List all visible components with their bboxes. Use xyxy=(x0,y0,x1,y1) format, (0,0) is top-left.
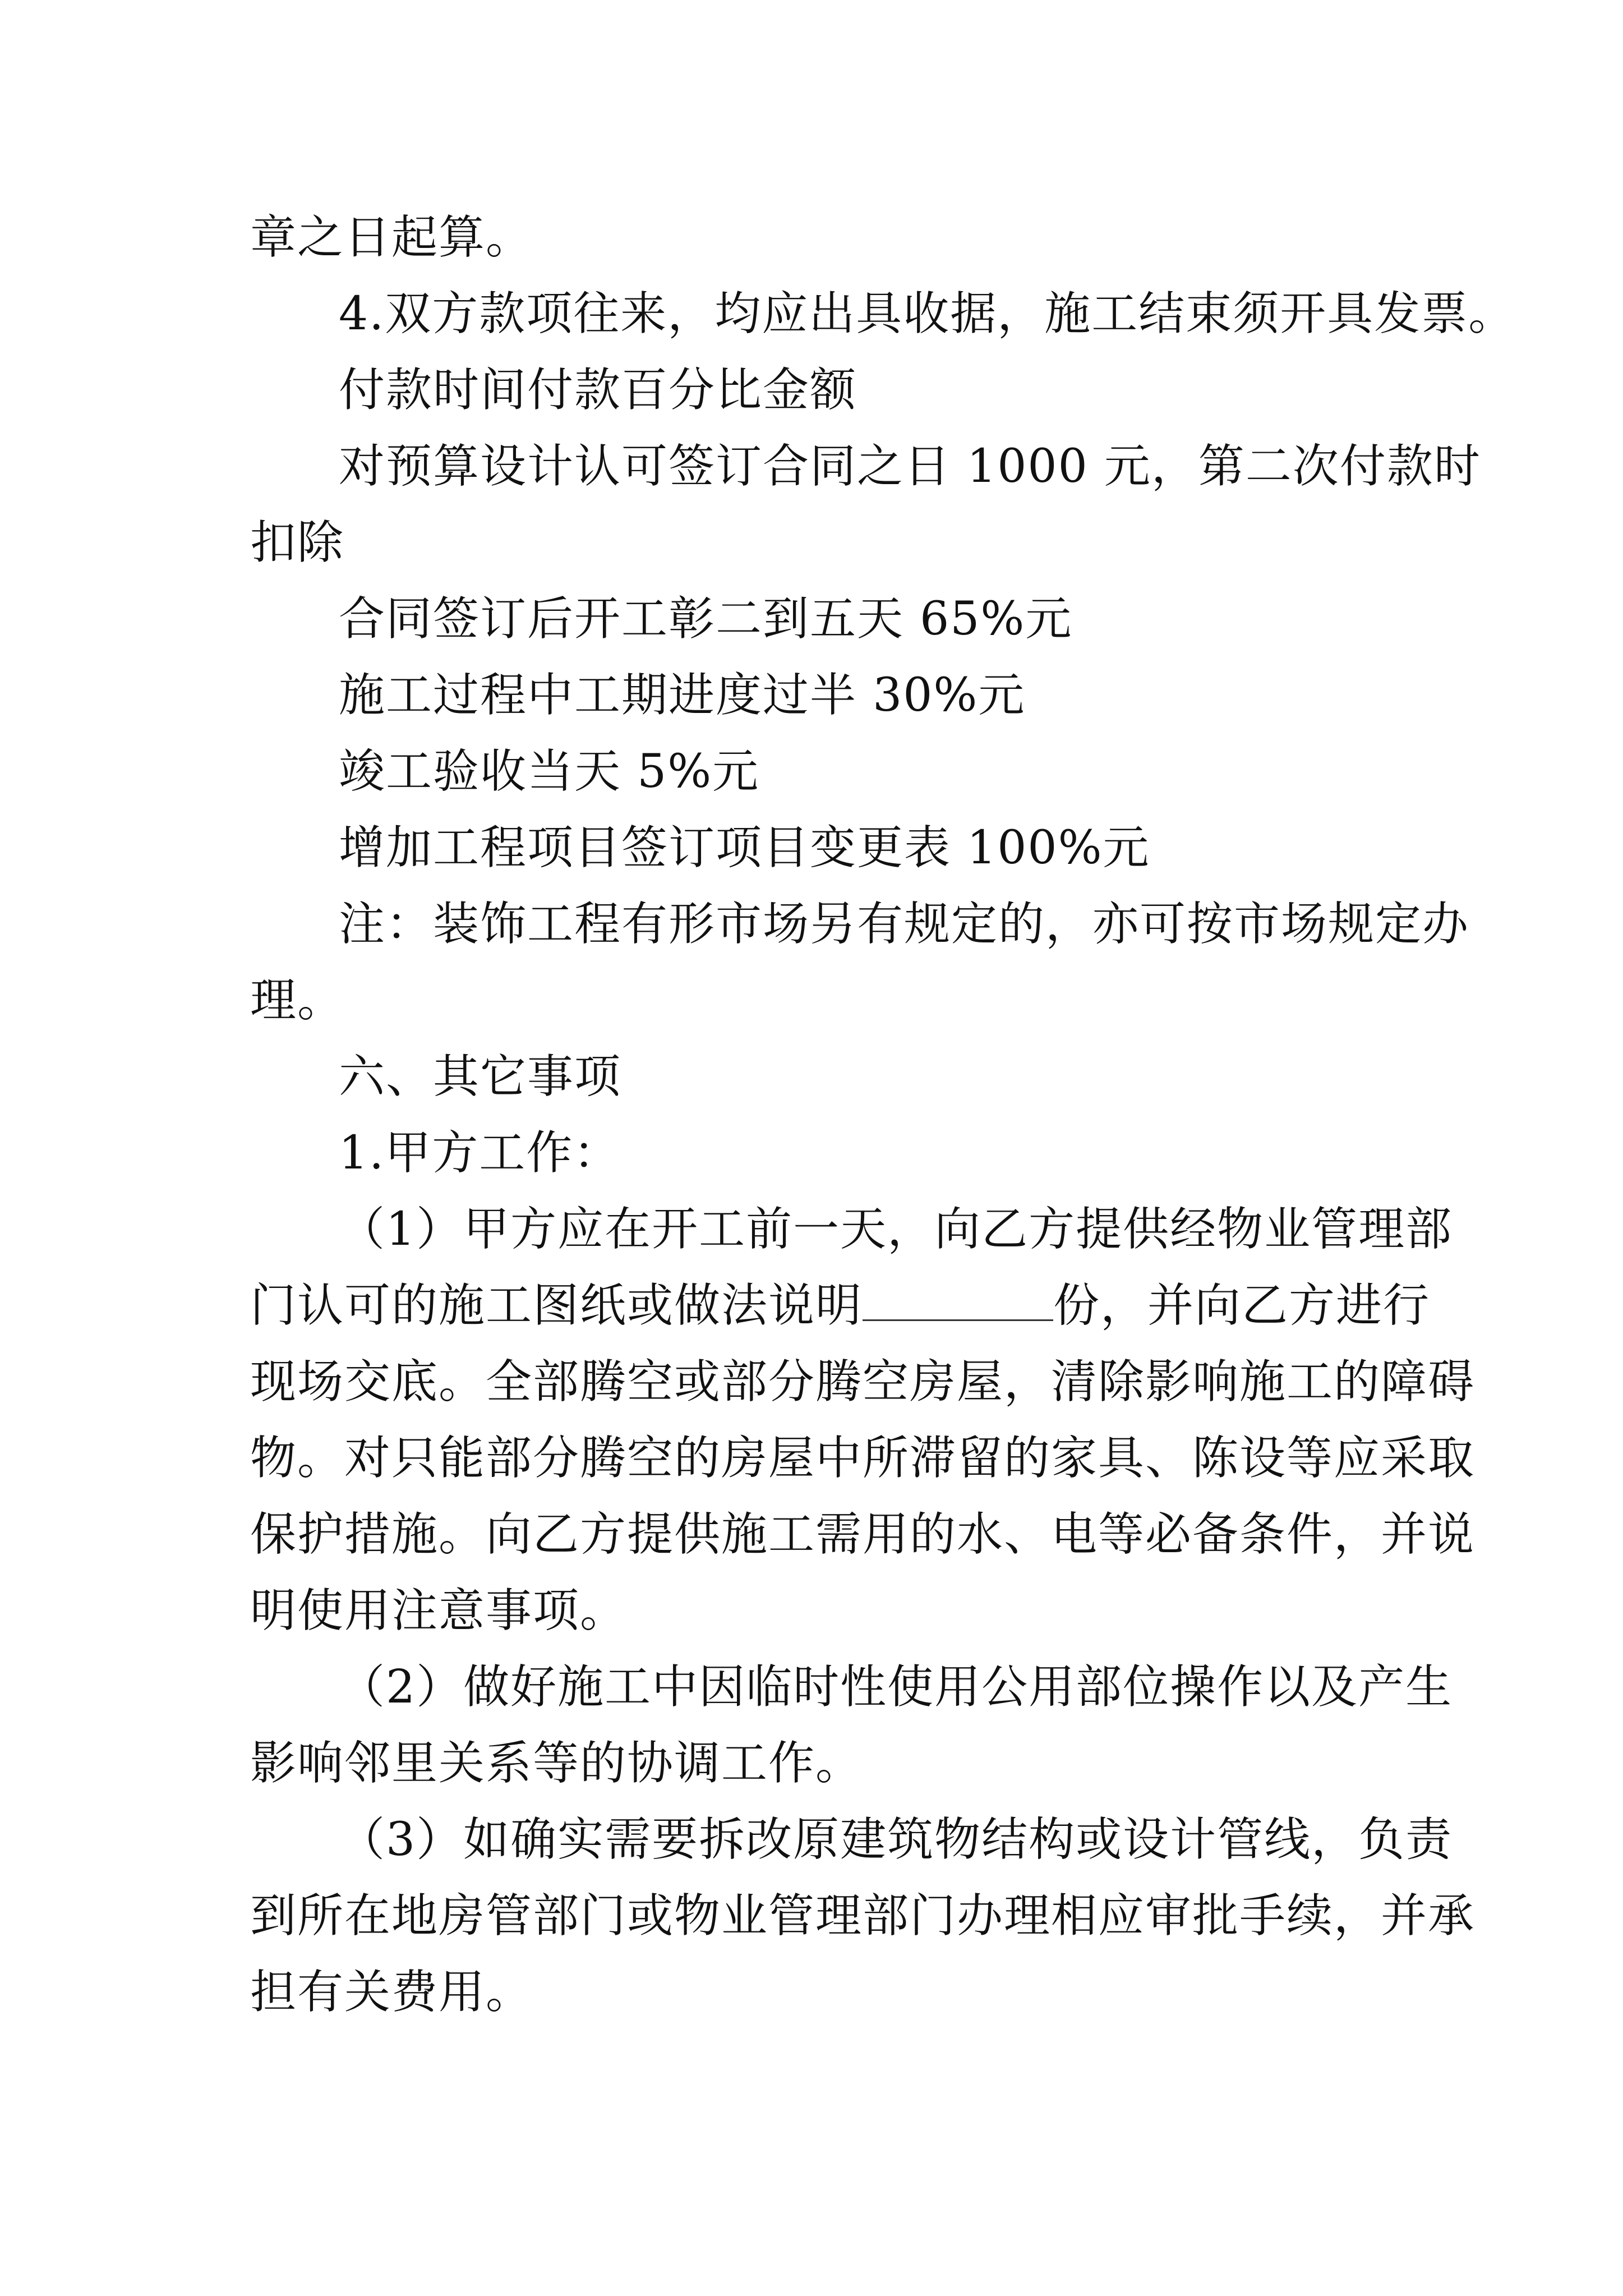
paragraph-line: 竣工验收当天 5%元 xyxy=(339,745,760,798)
fill-in-blank[interactable] xyxy=(863,1285,1053,1321)
paragraph-line: 明使用注意事项。 xyxy=(250,1584,628,1637)
paragraph-line: 4.双方款项往来，均应出具收据，施工结束须开具发票。 xyxy=(339,287,1516,341)
text-before-blank: 门认可的施工图纸或做法说明 xyxy=(250,1279,863,1332)
paragraph-line: 物。对只能部分腾空的房屋中所滞留的家具、陈设等应采取 xyxy=(250,1432,1476,1485)
paragraph-line: 担有关费用。 xyxy=(250,1966,533,2019)
paragraph-line: （2）做好施工中因临时性使用公用部位操作以及产生 xyxy=(339,1660,1453,1714)
paragraph-line: （1）甲方应在开工前一天，向乙方提供经物业管理部 xyxy=(339,1203,1453,1256)
paragraph-line: 理。 xyxy=(250,974,345,1027)
section-heading: 六、其它事项 xyxy=(339,1050,622,1103)
paragraph-line: （3）如确实需要拆改原建筑物结构或设计管线，负责 xyxy=(339,1813,1453,1866)
paragraph-line: 影响邻里关系等的协调工作。 xyxy=(250,1737,863,1790)
paragraph-line: 保护措施。向乙方提供施工需用的水、电等必备条件，并说 xyxy=(250,1508,1476,1561)
text-after-blank: 份，并向乙方进行 xyxy=(1053,1279,1431,1332)
paragraph-line: 扣除 xyxy=(250,516,345,569)
paragraph-line: 到所在地房管部门或物业管理部门办理相应审批手续，并承 xyxy=(250,1889,1476,1943)
paragraph-line: 施工过程中工期进度过半 30%元 xyxy=(339,669,1026,722)
paragraph-line: 现场交底。全部腾空或部分腾空房屋，清除影响施工的障碍 xyxy=(250,1355,1476,1409)
subsection-heading: 1.甲方工作： xyxy=(339,1126,621,1180)
paragraph-line: 付款时间付款百分比金额 xyxy=(339,364,857,417)
paragraph-line: 章之日起算。 xyxy=(250,211,533,264)
paragraph-line: 对预算设计认可签订合同之日 1000 元，第二次付款时 xyxy=(339,440,1481,493)
paragraph-line: 注：装饰工程有形市场另有规定的，亦可按市场规定办 xyxy=(339,898,1470,951)
paragraph-line-with-blank xyxy=(250,1278,1431,1334)
paragraph-line: 增加工程项目签订项目变更表 100%元 xyxy=(339,821,1150,875)
paragraph-line: 合同签订后开工彰二到五天 65%元 xyxy=(339,592,1073,646)
